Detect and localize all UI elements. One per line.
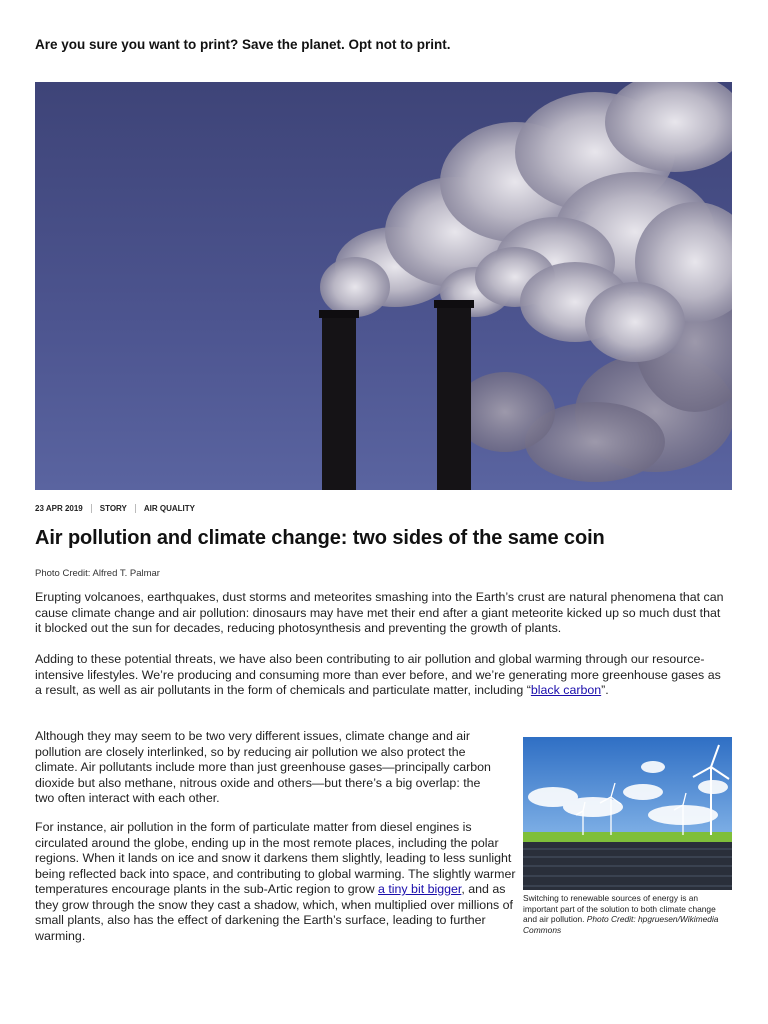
paragraph-4-end: , and as they grow through the snow they cast a shadow, which, when multiplied over millions of small plants, also has the effect of darkening the Earth’s surface, leading to further warming. bbox=[35, 882, 513, 943]
wind-farm-figure bbox=[523, 737, 732, 935]
wind-farm-image bbox=[523, 737, 732, 890]
paragraph-4-text: For instance, air pollution in the form of particulate matter from diesel engines is circulated around the globe, ending up in the most remote places, including the polar regions. When it lands on ice and snow it darkens them slightly, leading to less sunlight being reflected back into space, and contributing to global warming. The slightly warmer temperatures encourage plants in the sub-Artic region to grow bbox=[35, 820, 516, 896]
photo-credit: Photo Credit: Alfred T. Palmar bbox=[35, 568, 160, 579]
article-title: Air pollution and climate change: two sides of the same coin bbox=[35, 527, 605, 549]
article-meta bbox=[35, 504, 195, 513]
paragraph-1: Erupting volcanoes, earthquakes, dust storms and meteorites smashing into the Earth’s crust are natural phenomena that can cause climate change and air pollution: dinosaurs may have met their end after a giant meteorite kicked up so much dust that it blocked out the sun for decades, reducing photosynthesis and preventing the growth of plants. bbox=[35, 590, 724, 635]
paragraph-2-end: ”. bbox=[601, 683, 609, 697]
paragraph-2-text: Adding to these potential threats, we have also been contributing to air pollution and global warming through our resource-intensive lifestyles. We’re producing and consuming more than ever before, and we’re generating more greenhouse gases as a result, as well as air pollutants in the form of chemicals and particulate matter, including “ bbox=[35, 652, 721, 697]
figure-caption bbox=[523, 893, 732, 935]
black-carbon-link[interactable]: black carbon bbox=[530, 683, 602, 697]
caption-credit: Photo Credit: hpgruesen/Wikimedia Commons bbox=[523, 914, 719, 935]
hero-image bbox=[35, 82, 732, 490]
tiny-bit-bigger-link[interactable]: a tiny bit bigger bbox=[378, 882, 462, 896]
meta-divider bbox=[135, 504, 136, 513]
paragraph-3: Although they may seem to be two very different issues, climate change and air pollution are closely interlinked, so by reducing air pollution we also protect the climate. Air pollutants include more than just greenhouse gases—principally carbon dioxide but also methane, nitrous oxide and others—but there’s a big overlap: the two often interact with each other. bbox=[35, 729, 491, 805]
caption-text: Switching to renewable sources of energy is an important part of the solution to both climate change and air pollution. bbox=[523, 893, 716, 924]
article-topic-link[interactable]: AIR QUALITY bbox=[143, 504, 195, 513]
print-warning: Are you sure you want to print? Save the planet. Opt not to print. bbox=[35, 37, 451, 52]
paragraph-4 bbox=[35, 820, 525, 944]
article-date: 23 APR 2019 bbox=[35, 504, 83, 513]
paragraph-2 bbox=[35, 652, 725, 699]
meta-divider bbox=[91, 504, 92, 513]
article-type-link[interactable]: STORY bbox=[99, 504, 127, 513]
